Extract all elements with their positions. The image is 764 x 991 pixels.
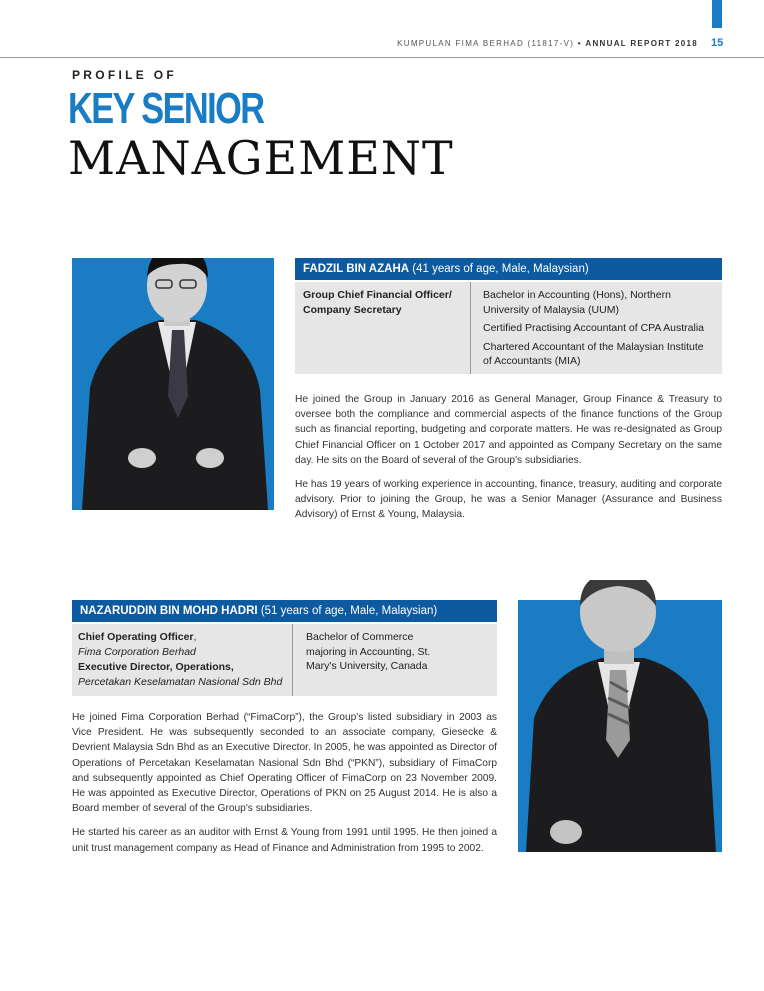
- person1-biography: [295, 392, 722, 532]
- person1-name-bar: [295, 258, 722, 280]
- person2-bio-paragraph: He joined Fima Corporation Berhad (“FimaCorp”), the Group's listed subsidiary in 2003 as Vice President. He was subsequently seconded to an associate company, Giesecke & Devrient Malaysia Sdn Bhd as an Executive Director. In 2005, he was appointed as Director of Operations of Percetakan Keselamatan Nasional Sdn Bhd (“PKN”), subsidiary of FimaCorp and subsequently appointed as Chief Operating Officer of FimaCorp on 23 November 2009. He was appointed as Executive Director, Operations of PKN on 25 August 2014. He is also a Board member of several of the Group's subsidiaries.: [72, 712, 497, 815]
- person1-qual-divider: [470, 282, 471, 374]
- person2-qual-divider: [292, 624, 293, 696]
- page-number: 15: [711, 37, 724, 49]
- portrait-person2: [518, 600, 722, 852]
- page-tab-marker: [712, 0, 722, 28]
- person2-qualifications: [72, 624, 497, 696]
- person1-role-line1: Group Chief Financial Officer/: [303, 289, 452, 301]
- person2-role1-comma: ,: [193, 631, 197, 643]
- section-title-small: PROFILE OF: [72, 68, 177, 82]
- header-bullet: •: [577, 39, 582, 48]
- person1-role-line2: Company Secretary: [303, 303, 402, 316]
- person1-qual-2: Certified Practising Accountant of CPA Australia: [483, 322, 705, 334]
- person2-role2: Executive Director, Operations,: [78, 661, 234, 673]
- person2-role1-org: Fima Corporation Berhad: [78, 645, 196, 658]
- section-title-management: MANAGEMENT: [68, 131, 454, 185]
- person2-details: (51 years of age, Male, Malaysian): [260, 605, 438, 617]
- person2-biography: [72, 710, 497, 865]
- section-title-key: KEY SENIOR: [68, 84, 264, 133]
- page-header: [0, 37, 764, 51]
- person2-qual-1: Bachelor of Commerce majoring in Accounting, St. Mary's University, Canada: [306, 631, 431, 672]
- person2-role1-line: [78, 630, 288, 645]
- person2-name-bar: [72, 600, 497, 622]
- header-text: [397, 39, 698, 48]
- person2-role1: Chief Operating Officer: [78, 631, 194, 643]
- header-rule: [0, 57, 764, 58]
- person2-bio-paragraph: He started his career as an auditor with Ernst & Young from 1991 until 1995. He then joined a unit trust management company as Head of Finance and Administration from 1995 to 2002.: [72, 827, 497, 854]
- person2-name: NAZARUDDIN BIN MOHD HADRI: [80, 605, 258, 617]
- person1-bio-paragraph: He has 19 years of working experience in accounting, finance, treasury, auditing and corporate advisory. Prior to joining the Group, he was a Senior Manager (Assurance and Business Advisory) of Ernst & Young, Malaysia.: [295, 479, 722, 521]
- person1-qualifications: [295, 282, 722, 374]
- portrait-person1-figure: [72, 258, 274, 510]
- header-company: KUMPULAN FIMA BERHAD (11817-V): [397, 39, 575, 48]
- person1-bio-paragraph: He joined the Group in January 2016 as General Manager, Group Finance & Treasury to oversee both the compliance and commercial aspects of the finance functions of the Group such as financial reporting, budgeting and corporate matters. He was re-designated as Group Chief Financial Officer on 1 October 2017 and appointed as Company Secretary on the same day. He sits on the Board of several of the Group's subsidiaries.: [295, 394, 722, 466]
- person1-name: FADZIL BIN AZAHA: [303, 263, 410, 275]
- portrait-person2-figure: [518, 580, 722, 852]
- portrait-person1: [72, 258, 274, 510]
- header-report: ANNUAL REPORT 2018: [585, 39, 698, 48]
- person2-role2-org: Percetakan Keselamatan Nasional Sdn Bhd: [78, 675, 283, 688]
- person1-details: (41 years of age, Male, Malaysian): [412, 263, 589, 275]
- person1-qual-1: Bachelor in Accounting (Hons), Northern University of Malaysia (UUM): [483, 289, 671, 316]
- person1-qual-3: Chartered Accountant of the Malaysian Institute of Accountants (MIA): [483, 340, 704, 367]
